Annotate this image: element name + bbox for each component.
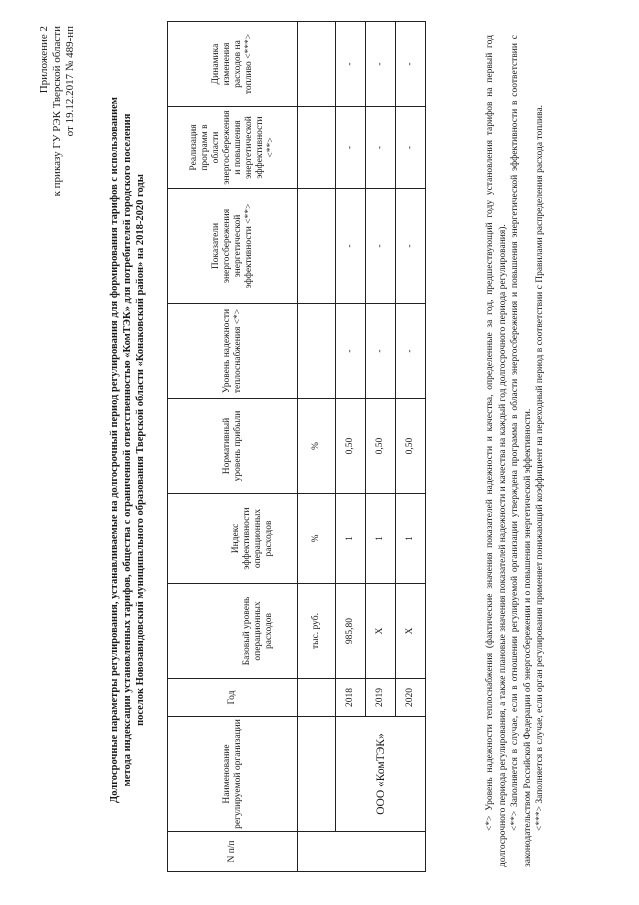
unit-fuel — [298, 22, 336, 107]
unit-index: % — [298, 494, 336, 584]
cell-index: 1 — [336, 494, 366, 584]
header-energy-saving: Показатели энергосбережения энергетической эффективности <**> — [168, 189, 298, 304]
unit-profit: % — [298, 399, 336, 494]
unit-energy — [298, 189, 336, 304]
footnote-reliability: <*> Уровень надежности теплоснабжения (фактические значения показателей надежности и качества, определенные за год, предшествующий году установления тарифов на первый год долгосрочного периода регулирования, а также плановые значения показателей надежности и качества на каждый год долгосрочного периода регулирования). — [485, 35, 508, 867]
cell-index: 1 — [366, 494, 396, 584]
org-cell-empty — [298, 717, 336, 832]
footnote-energy: <**> Заполняется в случае, если в отношении регулируемой организации утверждена программа в области энергосбережения и повышения энергетической эффективности в соответствии с законодательством Российской Федерации об энергосбережении и о повышении энергетической эффективности. — [510, 35, 533, 867]
header-num: N п/п — [168, 832, 298, 872]
unit-row — [298, 22, 336, 872]
cell-base: 985,80 — [336, 584, 366, 679]
header-reliability: Уровень надежности теплоснабжения <*> — [168, 304, 298, 399]
header-row — [168, 22, 298, 872]
cell-fuel: - — [336, 22, 366, 107]
cell-energy: - — [336, 189, 366, 304]
cell-base: Х — [396, 584, 426, 679]
header-org: Наименование регулируемой организации — [168, 717, 298, 832]
cell-year: 2018 — [336, 679, 366, 717]
cell-energy: - — [366, 189, 396, 304]
year-unit-cell — [298, 679, 336, 717]
cell-energy: - — [396, 189, 426, 304]
table-row — [336, 22, 366, 872]
cell-program: - — [396, 107, 426, 189]
header-programs: Реализация программ в области энергосбережения и повышения энергетической эффективности <**> — [168, 107, 298, 189]
cell-profit: 0,50 — [396, 399, 426, 494]
unit-reliability — [298, 304, 336, 399]
appendix-order: к приказу ГУ РЭК Тверской области — [51, 26, 63, 197]
num-cell — [298, 832, 426, 872]
heading-line-3: поселок Новозавидовский муниципального образования Тверской области «Конаковский район» на 2018-2020 годы — [135, 174, 146, 726]
cell-fuel: - — [366, 22, 396, 107]
footnote-fuel: <***> Заполняется в случае, если орган регулирования применяет понижающий коэффициент на переходный период в соответствии с Правилами распределения расхода топлива. — [535, 104, 545, 831]
heading-line-1: Долгосрочные параметры регулирования, устанавливаемые на долгосрочный период регулирования для формирования тарифов с использованием — [109, 97, 120, 803]
appendix-block — [38, 26, 77, 286]
cell-profit: 0,50 — [366, 399, 396, 494]
cell-index: 1 — [396, 494, 426, 584]
cell-program: - — [336, 107, 366, 189]
cell-year: 2019 — [366, 679, 396, 717]
unit-program — [298, 107, 336, 189]
cell-year: 2020 — [396, 679, 426, 717]
cell-base: Х — [366, 584, 396, 679]
header-base-level: Базовый уровень операционных расходов — [168, 584, 298, 679]
cell-profit: 0,50 — [336, 399, 366, 494]
header-efficiency-index: Индекс эффективности операционных расходов — [168, 494, 298, 584]
heading-line-2: метода индексации установленных тарифов, общества с ограниченной ответственностью «КомТЭК» для потребителей городского поселения — [122, 113, 133, 787]
unit-base: тыс. руб. — [298, 584, 336, 679]
cell-reliability: - — [336, 304, 366, 399]
cell-reliability: - — [396, 304, 426, 399]
cell-reliability: - — [366, 304, 396, 399]
footnotes — [484, 35, 547, 867]
appendix-date: от 19.12.2017 № 489-нп — [64, 26, 76, 137]
header-fuel-dynamics: Динамика изменения расходов на топливо <***> — [168, 22, 298, 107]
parameters-table — [167, 21, 426, 872]
header-profit: Нормативный уровень прибыли — [168, 399, 298, 494]
org-name: ООО «КомТЭК» — [336, 717, 426, 832]
appendix-title: Приложение 2 — [38, 26, 50, 94]
cell-fuel: - — [396, 22, 426, 107]
header-year: Год — [168, 679, 298, 717]
cell-program: - — [366, 107, 396, 189]
document-heading — [108, 55, 147, 845]
